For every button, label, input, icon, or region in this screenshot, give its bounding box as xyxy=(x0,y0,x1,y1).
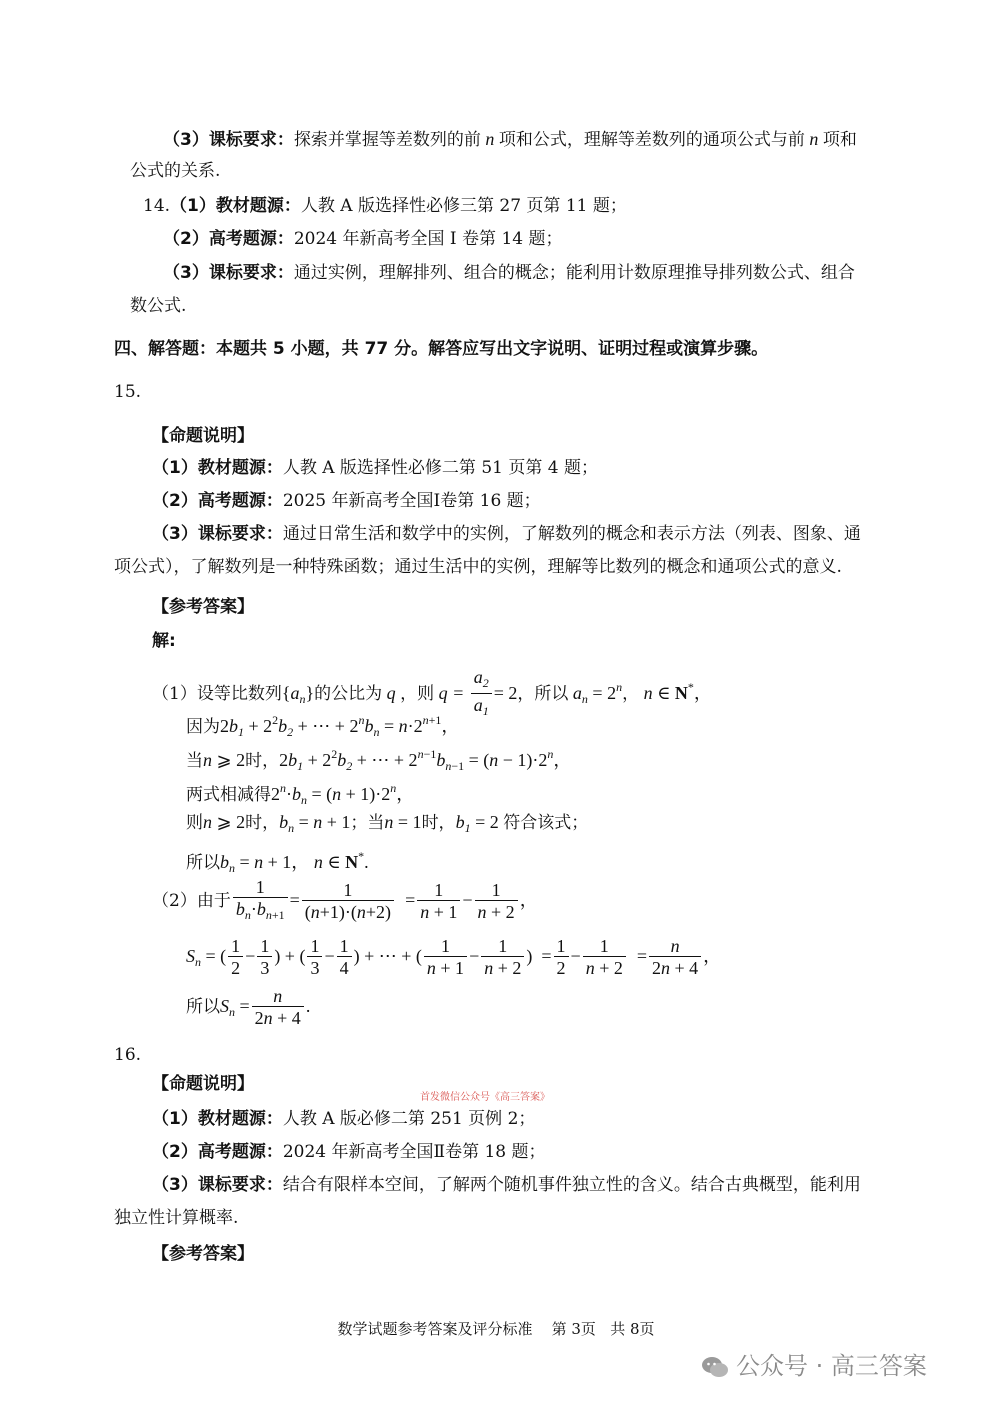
fraction: $\frac{1}{3}$ xyxy=(307,936,322,979)
label: （3）课标要求： xyxy=(163,130,294,150)
text: ；当 xyxy=(350,813,385,833)
text: 人教 A 版选择性必修三第 27 页第 11 题； xyxy=(300,196,627,216)
label: （2）高考题源： xyxy=(152,1142,283,1162)
q15-step6 xyxy=(186,845,369,879)
fraction: $\frac{n}{2n + 4}$ xyxy=(649,936,701,979)
q15-standard-cont: 项公式），了解数列是一种特殊函数；通过生活中的实例，理解等比数列的概念和通项公式的意义. xyxy=(114,557,842,577)
math: q xyxy=(382,683,401,703)
footer-total: 共 8页 xyxy=(610,1320,655,1338)
fraction: $\frac{1}{n + 1}$ xyxy=(424,936,467,979)
footer-page: 第 3页 xyxy=(551,1320,596,1338)
math: − xyxy=(469,946,480,966)
question-number: 14. xyxy=(143,196,171,216)
watermark-text: 公众号 · 高三答案 xyxy=(736,1352,927,1380)
q15-part2-line3 xyxy=(186,982,310,1030)
text: 人教 A 版选择性必修二第 51 页第 4 题； xyxy=(282,458,598,478)
math: $a_n = 2^n$ xyxy=(568,680,623,706)
q15-part2-line1 xyxy=(152,876,538,924)
math: − xyxy=(245,946,256,966)
text: 人教 A 版必修二第 251 页例 2； xyxy=(282,1109,536,1129)
text: 因为 xyxy=(186,717,220,737)
label: （3）课标要求： xyxy=(152,524,283,544)
q16-explain-heading: 【命题说明】 xyxy=(152,1074,254,1094)
q13-standard-cont: 公式的关系. xyxy=(130,161,221,181)
q15-answer-heading: 【参考答案】 xyxy=(152,597,254,617)
math: $2b_1 + 2^2b_2$ + ⋯ + $2^nb_n = n\cdot 2^{n+1}$， xyxy=(220,713,460,739)
q15-step3 xyxy=(186,743,571,777)
text: 项和 xyxy=(822,130,857,150)
text: 2024 年新高考全国Ⅱ卷第 18 题； xyxy=(282,1142,546,1162)
q15-source-line xyxy=(152,457,598,479)
q15-exam-line xyxy=(152,490,541,512)
fraction: $\frac{1}{n + 2}$ xyxy=(475,880,518,923)
math: q = xyxy=(434,683,469,703)
q13-standard-line xyxy=(163,128,857,151)
q14-standard-cont: 数公式. xyxy=(130,296,187,316)
text: 时， xyxy=(245,751,280,771)
math: $b_1 = 2$ xyxy=(455,812,499,835)
q15-explain-heading: 【命题说明】 xyxy=(152,426,254,446)
label: （2）高考题源： xyxy=(163,229,294,249)
fraction: $\frac{1}{(n+1)\cdot(n+2)}$ xyxy=(302,880,394,923)
page-footer xyxy=(0,1318,992,1339)
q15-step5 xyxy=(186,811,588,839)
math: $2b_1 + 2^2b_2$ + ⋯ + $2^{n-1}b_{n-1} = (n - 1)\cdot 2^n$， xyxy=(279,747,572,773)
math: $b_n = n + 1$ xyxy=(279,812,351,835)
math-n: n xyxy=(480,129,499,149)
fraction: $\frac{1}{3}$ xyxy=(257,936,272,979)
math: − xyxy=(324,946,335,966)
text: 当 xyxy=(186,751,203,771)
text: 通过日常生活和数学中的实例，了解数列的概念和表示方法（列表、图象、通 xyxy=(282,524,861,544)
math: ) = xyxy=(526,946,552,966)
label: （3）课标要求： xyxy=(152,1175,283,1195)
math: $S_n$ = xyxy=(220,996,250,1019)
math: = xyxy=(405,890,416,910)
text: 所以 xyxy=(186,997,220,1017)
label: （3）课标要求： xyxy=(163,263,294,283)
text: （1）设等比数列 xyxy=(152,684,282,704)
label: （1）教材题源： xyxy=(152,458,283,478)
math: ， xyxy=(519,890,538,910)
text: ，则 xyxy=(400,684,435,704)
fraction: $\frac{n}{2n + 4}$ xyxy=(252,986,304,1029)
text: 2025 年新高考全国Ⅰ卷第 16 题； xyxy=(282,491,541,511)
fraction: $\frac{1}{4}$ xyxy=(337,936,352,979)
math: $S_n$ = ( xyxy=(186,946,227,969)
q16-standard-line xyxy=(152,1174,861,1196)
math: n ∈ N*， xyxy=(639,680,712,703)
watermark-bottom xyxy=(700,1346,927,1381)
text: 时， xyxy=(421,813,456,833)
fraction: $\frac{1}{2}$ xyxy=(228,936,243,979)
fraction: $\frac{1}{2}$ xyxy=(554,936,569,979)
text: 的公比为 xyxy=(314,684,383,704)
q14-source-line xyxy=(143,195,627,217)
fraction: $\frac{a_2}{a_1}$ xyxy=(471,667,492,722)
text: 两式相减得 xyxy=(186,785,271,805)
watermark-small: 首发微信公众号《高三答案》 xyxy=(420,1092,550,1103)
math: ， xyxy=(703,946,722,966)
math: ) + ⋯ + ( xyxy=(353,946,422,966)
fraction: $\frac{1}{b_n\cdot b_{n+1}}$ xyxy=(233,877,288,926)
q16-standard-cont: 独立性计算概率. xyxy=(114,1208,239,1228)
text: 通过实例，理解排列、组合的概念；能利用计数原理推导排列数公式、组合 xyxy=(293,263,855,283)
text: ，所以 xyxy=(517,684,569,704)
q15-standard-line xyxy=(152,523,861,545)
math: = xyxy=(289,890,300,910)
math: $b_n = n + 1$， n ∈ N*. xyxy=(220,849,369,875)
label: （1）教材题源： xyxy=(152,1109,283,1129)
math: $\{a_n\}$ xyxy=(281,683,315,706)
q15-step1 xyxy=(152,665,712,718)
math: = 2 xyxy=(493,683,518,703)
q15-number: 15. xyxy=(114,382,142,402)
text: 则 xyxy=(186,813,203,833)
text: （2）由于 xyxy=(152,891,231,911)
q14-standard-line xyxy=(163,262,855,284)
q15-part2-line2 xyxy=(186,932,721,980)
math: = xyxy=(636,946,647,966)
footer-title: 数学试题参考答案及评分标准 xyxy=(337,1320,533,1338)
math: n ⩾ 2 xyxy=(203,812,246,832)
text: 结合有限样本空间，了解两个随机事件独立性的含义。结合古典概型，能利用 xyxy=(282,1175,861,1195)
text: 探索并掌握等差数列的前 xyxy=(293,130,481,150)
math-n: n xyxy=(804,129,823,149)
text: 2024 年新高考全国 I 卷第 14 题； xyxy=(293,229,563,249)
text: ， xyxy=(622,684,640,704)
fraction: $\frac{1}{n + 2}$ xyxy=(481,936,524,979)
section-heading: 四、解答题：本题共 5 小题，共 77 分。解答应写出文字说明、证明过程或演算步骤。 xyxy=(114,339,769,359)
text: 符合该式； xyxy=(503,813,589,833)
label: （2）高考题源： xyxy=(152,491,283,511)
text: 时， xyxy=(245,813,280,833)
math: . xyxy=(305,996,311,1016)
fraction: $\frac{1}{n + 2}$ xyxy=(583,936,626,979)
math: ) + ( xyxy=(274,946,306,966)
q16-answer-heading: 【参考答案】 xyxy=(152,1244,254,1264)
q15-step4 xyxy=(186,777,414,811)
math: − xyxy=(570,946,581,966)
fraction: $\frac{1}{n + 1}$ xyxy=(417,880,460,923)
text: 项和公式，理解等差数列的通项公式与前 xyxy=(498,130,805,150)
q16-exam-line xyxy=(152,1141,546,1163)
wechat-icon xyxy=(700,1355,730,1379)
math: $2^n\cdot b_n = (n + 1)\cdot 2^n$， xyxy=(271,781,415,807)
q15-step2 xyxy=(186,709,459,743)
text: 所以 xyxy=(186,853,220,873)
q16-number: 16. xyxy=(114,1045,142,1065)
label: （1）教材题源： xyxy=(170,196,301,216)
q15-solution-label: 解: xyxy=(152,631,176,651)
q14-exam-line xyxy=(163,228,562,250)
math: − xyxy=(462,890,473,910)
math: n ⩾ 2 xyxy=(203,750,246,770)
q16-source-line xyxy=(152,1108,535,1130)
math: n = 1 xyxy=(384,812,422,832)
